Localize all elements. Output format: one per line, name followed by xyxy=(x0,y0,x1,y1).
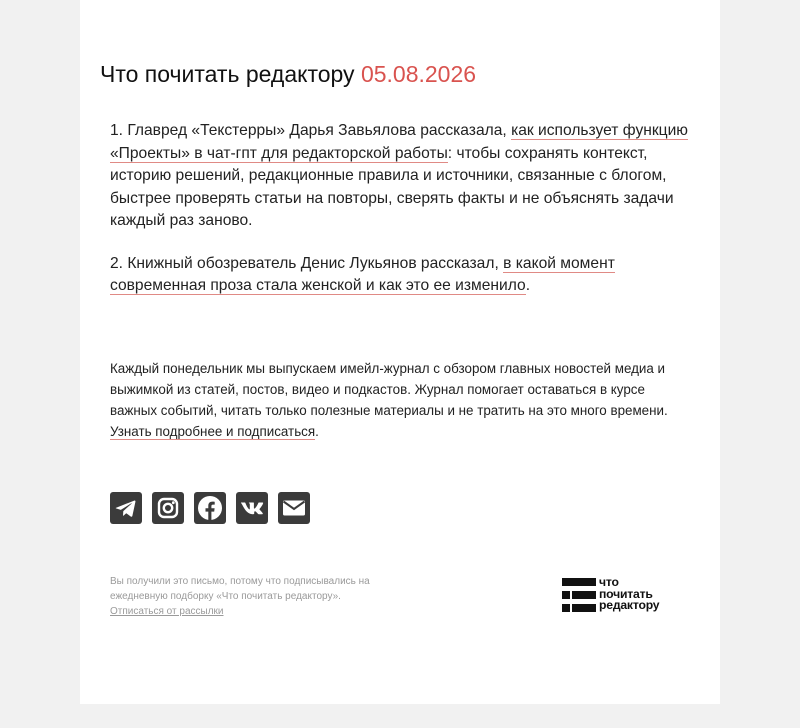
social-links xyxy=(110,492,310,524)
news-list xyxy=(110,120,690,318)
logo xyxy=(562,575,692,614)
logo-mark-icon xyxy=(562,578,596,612)
instagram-icon[interactable] xyxy=(152,492,184,524)
about-end: . xyxy=(315,424,319,439)
news-item-link[interactable]: как использует функцию «Проекты» в чат-гпт для редакторской работы xyxy=(110,122,689,162)
telegram-icon[interactable] xyxy=(110,492,142,524)
news-item-text: : чтобы сохранять контекст, историю решений, редакционные правила и источники, связанные с блогом, быстрее проверять статьи на повторы, сверять факты и не объяснять задачи каждый раз заново. xyxy=(110,144,674,229)
footer-notice: Вы получили это письмо, потому что подписывались на ежедневную подборку «Что почитать редактору». xyxy=(110,576,370,602)
news-item xyxy=(110,253,690,298)
about-text: Каждый понедельник мы выпускаем имейл-журнал с обзором главных новостей медиа и выжимкой из статей, постов, видео и подкастов. Журнал помогает оставаться в курсе важных событий, читать только полезные материалы и не тратить на это много времени. xyxy=(110,361,668,418)
email-icon[interactable] xyxy=(278,492,310,524)
newsletter-description xyxy=(110,358,692,442)
news-item-link[interactable]: в какой момент современная проза стала женской и как это ее изменило xyxy=(110,254,615,294)
about-paragraph xyxy=(110,358,692,442)
logo-line: что xyxy=(599,575,619,589)
title-text: Что почитать редактору xyxy=(100,61,355,87)
issue-date: 05.08.2026 xyxy=(360,61,477,87)
logo-line: редактору xyxy=(599,598,660,613)
news-item-text: 1. Главред «Текстерры» Дарья Завьялова рассказала, xyxy=(110,122,512,139)
logo-line: почитать xyxy=(599,586,653,601)
logo-text xyxy=(599,577,659,612)
subscribe-link[interactable]: Узнать подробнее и подписаться xyxy=(110,424,316,439)
unsubscribe-link[interactable]: Отписаться от рассылки xyxy=(110,606,224,617)
email-body xyxy=(80,0,720,704)
footer xyxy=(110,574,400,619)
news-item xyxy=(110,120,690,233)
page-title xyxy=(100,58,476,90)
news-item-text: . xyxy=(525,277,531,294)
vk-icon[interactable] xyxy=(236,492,268,524)
news-item-text: 2. Книжный обозреватель Денис Лукьянов рассказал, xyxy=(110,254,504,272)
facebook-icon[interactable] xyxy=(194,492,226,524)
